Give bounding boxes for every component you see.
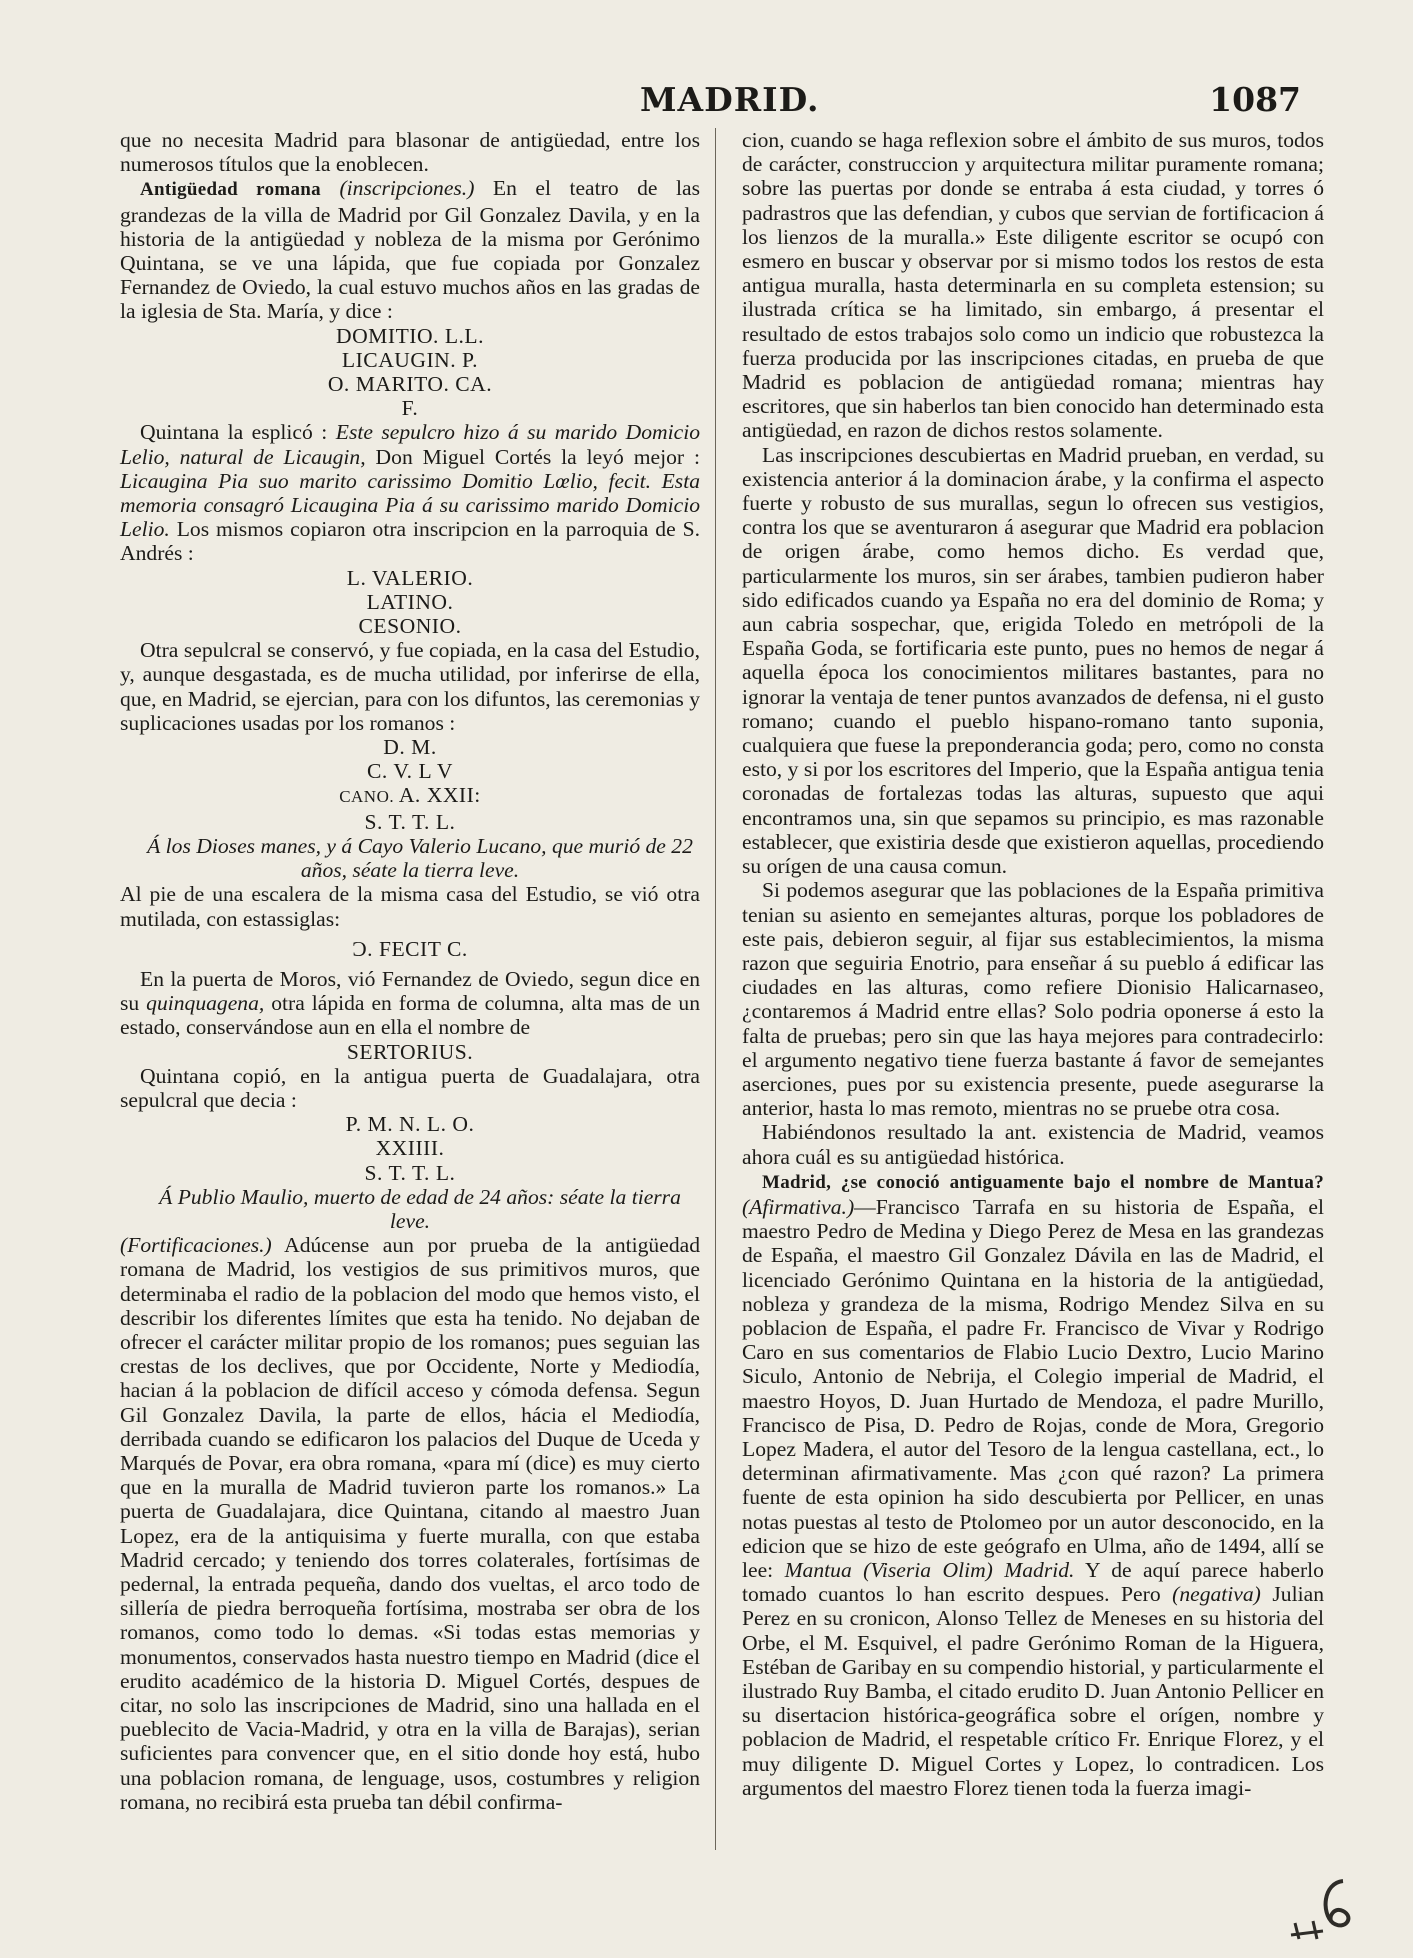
paragraph: Al pie de una escalera de la misma casa del Estudio, se vió otra mutilada, con estassiglas: (120, 882, 700, 931)
page-header (0, 80, 1413, 124)
paragraph: Quintana copió, en la antigua puerta de Guadalajara, otra sepulcral que decia : (120, 1063, 700, 1112)
italic-text: Mantua (Viseria Olim) Madrid. (784, 1557, 1075, 1582)
paragraph-text: —Francisco Tarrafa en su historia de España, el maestro Pedro de Medina y Diego Perez de Mesa en las grandezas de España, el maestro Gil Gonzalez Dávila en las de Madrid, el licenciado Gerónimo Quintana en la historia de la antigüedad, nobleza y grandeza de la misma, Rodrigo Mendez Silva en su poblacion de España, el padre Fr. Francisco de Vivar y Rodrigo Caro en sus comentarios de Flabio Lucio Dextro, Lucio Marino Siculo, Antonio de Nebrija, el Colegio imperial de Madrid, el maestro Hoyos, D. Juan Hurtado de Mendoza, el padre Murillo, Francisco de Pisa, D. Pedro de Rojas, conde de Mora, Gregorio Lopez Madera, el autor del Tesoro de la lengua castellana, ect., lo determinan afirmativamente. Mas ¿con qué razon? La primera fuente de esta opinion ha sido descubierta por Pellicer, en unas notas puestas al testo de Ptolomeo por un autor desconocido, en la edicion que se hizo de este geógrafo en Ulma, año de 1494, allí se lee: (742, 1194, 1324, 1582)
translation-caption: Á Publio Maulio, muerto de edad de 24 años: séate la tierra leve. (159, 1184, 681, 1233)
inscription-line: S. T. T. L. (364, 809, 456, 834)
inscription-3 (120, 735, 700, 834)
italic-text: Este sepulcro hizo á su marido Domicio Lelio, natural de Licaugin, (120, 420, 700, 469)
section-heading: Madrid, ¿se conoció antiguamente bajo el nombre de Mantua? (762, 1171, 1324, 1193)
italic-text: (Afirmativa.) (742, 1194, 855, 1219)
italic-text: Licaugina Pia suo marito carissimo Domitio Lœlio, fecit. Esta memoria consagró Licaugina Pia á su carissimo marido Domicio Lelio. (120, 468, 700, 542)
inscription-line: P. M. N. L. O. (345, 1112, 475, 1137)
italic-text: (negativa) (1172, 1582, 1261, 1607)
paragraph: Las inscripciones descubiertas en Madrid prueban, en verdad, su existencia anterior á la dominacion árabe, y la confirma el aspecto fuerte y robusto de sus murallas, segun lo ofrecen sus vestigios, contra los que se aventuraron á asegurar que Madrid era poblacion de origen árabe, como hemos dicho. Es verdad que, particularmente los muros, sin ser árabes, tambien pudieron haber sido edificados cuando ya España no era del dominio de Roma; y aun cabria sospechar, que, erigida Toledo en metrópoli de la España Goda, se fortificaria este punto, pues no hemos de negar á aquella época los conocimientos militares bastantes, para no ignorar la ventaja de tener puntos avanzados de defensa, ni el gusto romano; cuando el pueblo hispano-romano tanto suponia, cualquiera que fuese la preponderancia goda; pero, como no consta esto, y si por los escritores del Imperio, que la España antigua tenia coronadas de fortalezas todas las alturas, supuesto que aqui encontramos una, sin que sepamos su principio, es mas razonable establecer, que existiria desde que existieron aquellas, procediendo su orígen de una causa comun. (742, 442, 1324, 879)
paragraph: que no necesita Madrid para blasonar de antigüedad, entre los numerosos títulos que la enoblecen. (120, 128, 700, 177)
inscription-line: C. V. L V (367, 759, 453, 784)
inscription-1 (120, 324, 700, 421)
paragraph-text: Quintana la esplicó : (140, 420, 328, 445)
paragraph-text: Julian Perez en su cronicon, Alonso Tellez de Meneses en su historia del Orbe, el M. Esquivel, el padre Gerónimo Roman de la Higuera, Estéban de Garibay en su compendio historial, y particularmente el ilustrado Ruy Bamba, el citado erudito D. Juan Antonio Pellicer en su disertacion histórica-geográfica sobre el orígen, nombre y poblacion de Madrid, el respetable crítico Fr. Enrique Florez, y el muy diligente D. Miguel Cortes y Lopez, lo contradicen. Los argumentos del maestro Florez tienen toda la fuerza imagi- (742, 1582, 1324, 1800)
inscription-line: XXIIII. (375, 1136, 445, 1161)
paragraph: cion, cuando se haga reflexion sobre el ámbito de sus muros, todos de carácter, construccion y arquitectura militar puramente romana; sobre las puertas por donde se entraba á esta ciudad, y torres ó padrastros que las defendian, y cubos que servian de fortificacion á los lienzos de la muralla.» Este diligente escritor se ocupó con esmero en buscar y observar por si mismo todos los restos de esta antigua muralla, hasta determinarla en su completa estension; su ilustrada crítica se ha limitado, sin embargo, á presentar el resultado de estos trabajos solo como un indicio que robustezca la fuerza producida por las inscripciones citadas, en prueba de que Madrid es poblacion de antigüedad romana; mientras hay escritores, que sin haberlos tan bien conocido han determinado esta antigüedad, en razon de dichos restos solamente. (742, 128, 1324, 443)
paragraph: Otra sepulcral se conservó, y fue copiada, en la casa del Estudio, y, aunque desgastada, es de mucha utilidad, por inferirse de ella, que, en Madrid, se ejercian, para con los difuntos, las ceremonias y suplicaciones usadas por los romanos : (120, 638, 700, 735)
paragraph (120, 176, 700, 323)
paragraph-text: En el teatro de las grandezas de la villa de Madrid por Gil Gonzalez Davila, y en la historia de la antigüedad y nobleza de la misma por Gerónimo Quintana, se ve una lápida, que fue copiada por Gonzalez Fernandez de Oviedo, la cual estuvo muchos años en las gradas de la iglesia de Sta. María, y dice : (120, 176, 700, 324)
italic-text: quinquagena, (146, 991, 265, 1016)
inscription-line (120, 783, 700, 809)
inscription-text: A. XXII: (398, 783, 481, 808)
paragraph-text: En la puerta de Moros, vió Fernandez de Oviedo, segun dice en su (120, 966, 700, 1016)
inscription-6 (120, 1112, 700, 1185)
inscription-line: LATINO. (366, 589, 454, 614)
inscription-line: S. T. T. L. (364, 1160, 456, 1185)
paragraph (120, 420, 700, 565)
section-heading: Antigüedad romana (140, 179, 321, 201)
paragraph-text: Don Miguel Cortés la leyó mejor : (375, 444, 700, 469)
section-subheading: (inscripciones.) (339, 176, 475, 201)
inscription-4 (120, 937, 700, 961)
inscription-line: F. (401, 396, 419, 421)
paragraph: Habiéndonos resultado la ant. existencia de Madrid, veamos ahora cuál es su antigüedad histórica. (742, 1120, 1324, 1169)
inscription-text: CANO. (339, 787, 395, 807)
handwritten-mark-graphic (1283, 1873, 1373, 1943)
paragraph (120, 1233, 700, 1814)
paragraph-text: Y de aquí parece haberlo tomado cuantos lo han escrito despues. Pero (742, 1557, 1324, 1607)
paragraph-text: otra lápida en forma de columna, alta mas de un estado, conservándose aun en ella el nombre de (120, 991, 700, 1040)
inscription-line: O. MARITO. CA. (327, 372, 493, 397)
inscription-5 (120, 1040, 700, 1064)
inscription-line: L. VALERIO. (346, 565, 474, 590)
inscription-line: DOMITIO. L.L. (335, 323, 485, 348)
page-number: 1087 (1209, 80, 1301, 119)
right-column (742, 128, 1324, 1800)
section-subheading: (Fortificaciones.) (120, 1233, 272, 1258)
inscription-line: LICAUGIN. P. (341, 347, 479, 372)
inscription-line: SERTORIUS. (346, 1039, 474, 1064)
inscription-line: D. M. (383, 735, 437, 760)
handwritten-mark (1283, 1873, 1373, 1943)
paragraph-text: Los mismos copiaron otra inscripcion en la parroquia de S. Andrés : (120, 517, 700, 566)
paragraph (742, 1169, 1324, 1800)
inscription-2 (120, 566, 700, 639)
paragraph (120, 967, 700, 1040)
paragraph-text: Adúcense aun por prueba de la antigüedad romana de Madrid, los vestigios de sus primitivos muros, que determinaba el radio de la poblacion del modo que hemos visto, el describir los diferentes límites que esta ha tenido. No dejaban de ofrecer el carácter militar propio de los romanos; pues seguian las crestas de los declives, que por Occidente, Norte y Mediodía, hacian á la poblacion de difícil acceso y cómoda defensa. Segun Gil Gonzalez Davila, la parte de ellos, hácia el Mediodía, derribada cuando se edificaron los palacios del Duque de Uceda y Marqués de Povar, era obra romana, «para mí (dice) es muy cierto que en la muralla de Madrid tuvieron parte los romanos.» La puerta de Guadalajara, dice Quintana, citando al maestro Juan Lopez, era de la antiquisima y fuerte muralla, con que estaba Madrid cercado; y teniendo dos torres colaterales, fortísimas de pedernal, la entrada pequeña, dando dos vueltas, el arco todo de sillería de piedra berroqueña fortísima, mostraba ser obra de los romanos, como todo lo demas. «Si todas estas memorias y monumentos, conservados hasta nuestro tiempo en Madrid (dice el erudito académico de la historia D. Miguel Cortés, despues de citar, no solo las inscripciones de Madrid, sino una hallada en el pueblecito de Vacia-Madrid, y otra en la villa de Barajas), serian suficientes para convencer que, en el sitio donde hoy está, hubo una poblacion romana, de lenguage, usos, costumbres y religion romana, no recibirá esta prueba tan débil confirma- (120, 1233, 700, 1814)
running-title: MADRID. (640, 80, 820, 119)
translation-caption: Á los Dioses manes, y á Cayo Valerio Lucano, que murió de 22 años, séate la tierra leve. (147, 833, 693, 883)
inscription-line: Ɔ. FECIT C. (352, 936, 468, 961)
column-divider (715, 128, 716, 1850)
paragraph: Si podemos asegurar que las poblaciones de la España primitiva tenian su asiento en semejantes alturas, porque los pobladores de este pais, debieron seguir, al fijar sus establecimientos, la misma razon que seguiria Enotrio, para enseñar á su pueblo á edificar las ciudades en las alturas, como refiere Dionisio Halicarnaseo, ¿contaremos á Madrid entre ellas? Solo podria oponerse á esto la falta de pruebas; pero sin que las haya mejores para contradecirlo: el argumento negativo tiene fuerza bastante á favor de semejantes aserciones, pues por su existencia presente, puede asegurarse la anterior, hasta lo mas remoto, mientras no se pruebe otra cosa. (742, 878, 1324, 1121)
inscription-line: CESONIO. (358, 614, 462, 639)
left-column (120, 128, 700, 1814)
